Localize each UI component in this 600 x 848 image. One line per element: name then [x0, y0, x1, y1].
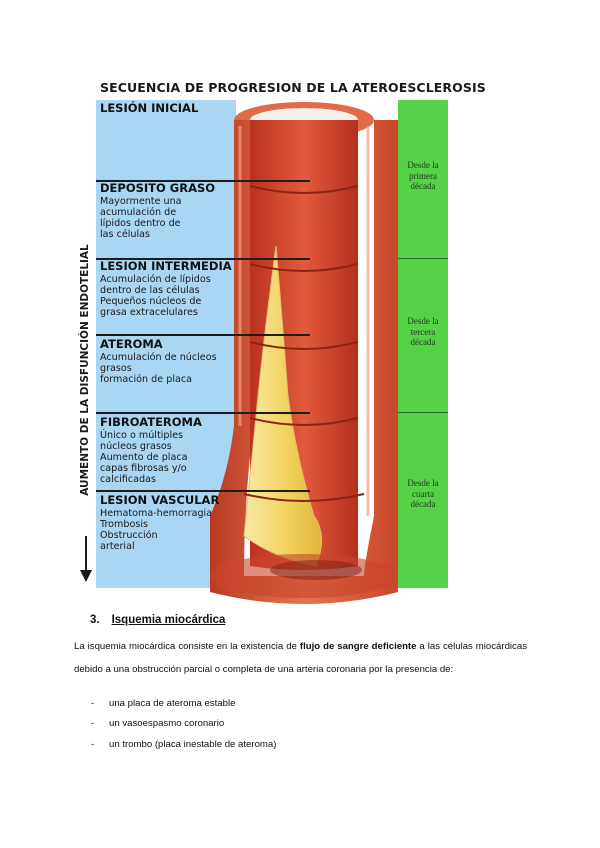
list-item: - un vasoespasmo coronario [91, 718, 225, 729]
decade-line: tercera [410, 326, 436, 337]
decade-divider [398, 412, 448, 413]
stage-desc-line: grasos [100, 363, 132, 374]
stage-title: DEPOSITO GRASO [100, 181, 216, 195]
section-heading [90, 614, 225, 626]
section-number: 3. [90, 614, 100, 626]
section-title: Isquemia miocárdica [111, 614, 226, 626]
stage-ateroma [100, 338, 236, 385]
stage-desc-line: Aumento de placa [100, 452, 188, 463]
paragraph-emphasis: flujo de sangre deficiente [299, 641, 417, 652]
side-label: AUMENTO DE LA DISFUNCIÓN ENDOTELIAL [79, 244, 91, 496]
list-item-text: una placa de ateroma estable [109, 698, 236, 709]
stage-desc-line: grasa extracelulares [100, 307, 198, 318]
stage-desc-line: núcleos grasos [100, 441, 172, 452]
list-item-text: un vasoespasmo coronario [109, 718, 225, 729]
body-paragraph [74, 636, 527, 681]
stage-title: LESION INTERMEDIA [100, 259, 232, 273]
decade-line: primera [409, 170, 437, 181]
stage-divider [96, 490, 310, 492]
stage-desc-line: Pequeños núcleos de [100, 296, 202, 307]
stage-desc-line: lípidos dentro de [100, 218, 181, 229]
stage-desc-line: capas fibrosas y/o [100, 463, 187, 474]
stage-fibroateroma [100, 416, 236, 485]
down-arrow-icon [76, 106, 96, 586]
decade-label-first [398, 160, 448, 192]
paragraph-text: a las células miocárdicas debido a una obstrucción parcial o completa de una arteria coronaria por la presencia de: [74, 641, 527, 675]
list-item-text: un trombo (placa inestable de ateroma) [109, 739, 277, 750]
decade-label-third [398, 316, 448, 348]
stage-title: FIBROATEROMA [100, 415, 202, 429]
decade-line: Desde la [407, 478, 439, 488]
stage-desc-line: Hematoma-hemorragia [100, 508, 213, 519]
decade-line: Desde la [407, 160, 439, 170]
stage-deposito-graso [100, 182, 236, 240]
stage-title: ATEROMA [100, 337, 163, 351]
stage-divider [96, 412, 310, 414]
stage-desc-line: Trombosis [100, 519, 149, 530]
stage-lesion-intermedia [100, 260, 236, 318]
stage-desc-line: calcificadas [100, 474, 156, 485]
stage-desc-line: Único o múltiples [100, 430, 184, 441]
stage-desc-line: Mayormente una [100, 196, 182, 207]
stage-desc-line: las células [100, 229, 151, 240]
decade-line: década [410, 337, 436, 347]
decade-line: década [410, 499, 436, 509]
stage-title: LESIÓN INICIAL [100, 101, 199, 115]
stage-desc-line: acumulación de [100, 207, 177, 218]
decade-line: Desde la [407, 316, 439, 326]
stage-desc-line: dentro de las células [100, 285, 200, 296]
list-item: - un trombo (placa inestable de ateroma) [91, 739, 277, 750]
stage-desc-line: Acumulación de lípidos [100, 274, 211, 285]
stage-desc-line: Acumulación de núcleos [100, 352, 217, 363]
decade-divider [398, 258, 448, 259]
paragraph-text: La isquemia miocárdica consiste en la existencia de [74, 641, 300, 652]
figure-title: SECUENCIA DE PROGRESION DE LA ATEROESCLEROSIS [100, 80, 486, 95]
decade-label-fourth [398, 478, 448, 510]
stage-desc-line: arterial [100, 541, 135, 552]
stage-divider [96, 334, 310, 336]
stage-lesion-inicial [100, 102, 236, 115]
list-item: - una placa de ateroma estable [91, 698, 236, 709]
decade-line: década [410, 181, 436, 191]
stage-desc-line: Obstrucción [100, 530, 158, 541]
stage-title: LESION VASCULAR [100, 493, 220, 507]
decade-line: cuarta [412, 488, 434, 499]
atherosclerosis-figure [74, 76, 486, 608]
stage-lesion-vascular [100, 494, 236, 552]
stage-desc-line: formación de placa [100, 374, 193, 385]
